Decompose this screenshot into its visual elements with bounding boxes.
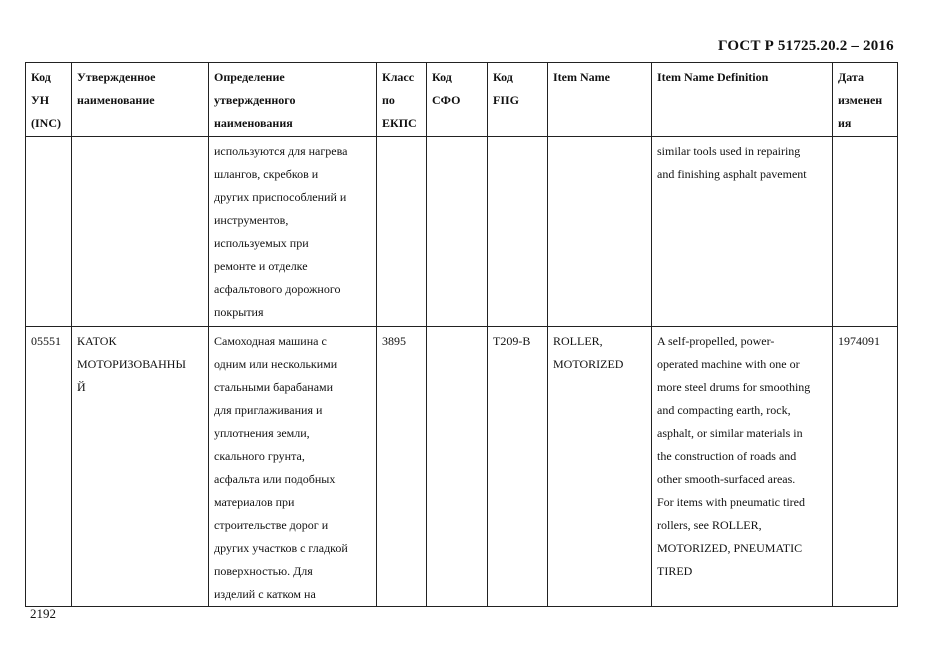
cell-date-changed xyxy=(833,327,898,607)
header-line: Item Name Definition xyxy=(657,70,769,84)
cell-text-line: асфальтового дорожного xyxy=(214,282,341,296)
header-inc xyxy=(26,63,72,137)
cell-date-changed xyxy=(833,137,898,327)
cell-text-line: the construction of roads and xyxy=(657,449,797,463)
cell-text-line: других приспособлений и xyxy=(214,190,347,204)
header-line: Утвержденное xyxy=(77,70,156,84)
cell-text-line: материалов при xyxy=(214,495,295,509)
header-line: наименование xyxy=(77,93,155,107)
cell-text-line: asphalt, or similar materials in xyxy=(657,426,803,440)
header-line: УН xyxy=(31,93,50,107)
cell-text-line: 1974091 xyxy=(838,334,880,348)
cell-text-line: КАТОК xyxy=(77,334,117,348)
header-line: (INC) xyxy=(31,116,61,130)
header-item-name-definition xyxy=(652,63,833,137)
cell-text-line: A self-propelled, power- xyxy=(657,334,775,348)
cell-approved-name xyxy=(72,137,209,327)
cell-text-line: Самоходная машина с xyxy=(214,334,327,348)
header-item-name xyxy=(548,63,652,137)
cell-definition-ru xyxy=(209,137,377,327)
cell-text-line: ROLLER, xyxy=(553,334,603,348)
cell-text-line: MOTORIZED xyxy=(553,357,624,371)
cell-text-line: уплотнения земли, xyxy=(214,426,310,440)
cell-text-line: используемых при xyxy=(214,236,309,250)
cell-sfo-code xyxy=(427,137,488,327)
header-line: утвержденного xyxy=(214,93,296,107)
cell-text-line: стальными барабанами xyxy=(214,380,334,394)
cell-text-line: используются для нагрева xyxy=(214,144,348,158)
cell-text-line: 05551 xyxy=(31,334,61,348)
cell-text-line: more steel drums for smoothing xyxy=(657,380,811,394)
cell-text-line: similar tools used in repairing xyxy=(657,144,801,158)
cell-text-line: ремонте и отделке xyxy=(214,259,308,273)
cell-approved-name xyxy=(72,327,209,607)
header-line: Определение xyxy=(214,70,285,84)
cell-fiig-code xyxy=(488,327,548,607)
header-sfo-code xyxy=(427,63,488,137)
cell-text-line: Й xyxy=(77,380,86,394)
cell-item-name xyxy=(548,327,652,607)
cell-text-line: operated machine with one or xyxy=(657,357,800,371)
header-line: Код xyxy=(493,70,513,84)
header-definition-ru xyxy=(209,63,377,137)
cell-text-line: для приглаживания и xyxy=(214,403,323,417)
cell-text-line: изделий с катком на xyxy=(214,587,316,601)
cell-text-line: асфальта или подобных xyxy=(214,472,336,486)
cell-ekps-class xyxy=(377,327,427,607)
cell-ekps-class xyxy=(377,137,427,327)
classifier-table xyxy=(25,62,898,607)
header-line: Код xyxy=(432,70,452,84)
header-line: изменен xyxy=(838,93,883,107)
document-standard-number: ГОСТ Р 51725.20.2 – 2016 xyxy=(718,38,894,54)
header-line: Дата xyxy=(838,70,864,84)
cell-text-line: поверхностью. Для xyxy=(214,564,313,578)
cell-item-name-definition xyxy=(652,327,833,607)
header-line: Код xyxy=(31,70,51,84)
cell-text-line: TIRED xyxy=(657,564,693,578)
cell-text-line: T209-B xyxy=(493,334,531,348)
header-line: FIIG xyxy=(493,93,520,107)
header-line: ЕКПС xyxy=(382,116,417,130)
cell-text-line: MOTORIZED, PNEUMATIC xyxy=(657,541,803,555)
cell-text-line: строительстве дорог и xyxy=(214,518,329,532)
cell-definition-ru xyxy=(209,327,377,607)
cell-text-line: МОТОРИЗОВАННЫ xyxy=(77,357,186,371)
header-line: ия xyxy=(838,116,852,130)
cell-text-line: одним или несколькими xyxy=(214,357,338,371)
cell-inc xyxy=(26,137,72,327)
cell-fiig-code xyxy=(488,137,548,327)
cell-text-line: and compacting earth, rock, xyxy=(657,403,791,417)
cell-text-line: шлангов, скребков и xyxy=(214,167,319,181)
cell-text-line: other smooth-surfaced areas. xyxy=(657,472,796,486)
header-approved-name xyxy=(72,63,209,137)
header-line: СФО xyxy=(432,93,461,107)
table-row xyxy=(26,137,898,327)
cell-item-name-definition xyxy=(652,137,833,327)
cell-text-line: инструментов, xyxy=(214,213,289,227)
header-line: Item Name xyxy=(553,70,610,84)
header-ekps-class xyxy=(377,63,427,137)
cell-text-line: rollers, see ROLLER, xyxy=(657,518,762,532)
cell-sfo-code xyxy=(427,327,488,607)
table-row xyxy=(26,327,898,607)
header-date-changed xyxy=(833,63,898,137)
header-line: Класс xyxy=(382,70,415,84)
header-line: по xyxy=(382,93,395,107)
cell-text-line: and finishing asphalt pavement xyxy=(657,167,807,181)
cell-item-name xyxy=(548,137,652,327)
cell-text-line: других участков с гладкой xyxy=(214,541,348,555)
cell-text-line: For items with pneumatic tired xyxy=(657,495,805,509)
cell-text-line: покрытия xyxy=(214,305,264,319)
header-fiig-code xyxy=(488,63,548,137)
page-number: 2192 xyxy=(30,606,56,621)
cell-text-line: 3895 xyxy=(382,334,406,348)
cell-text-line: скального грунта, xyxy=(214,449,305,463)
cell-inc xyxy=(26,327,72,607)
header-line: наименования xyxy=(214,116,293,130)
table-header-row xyxy=(26,63,898,137)
